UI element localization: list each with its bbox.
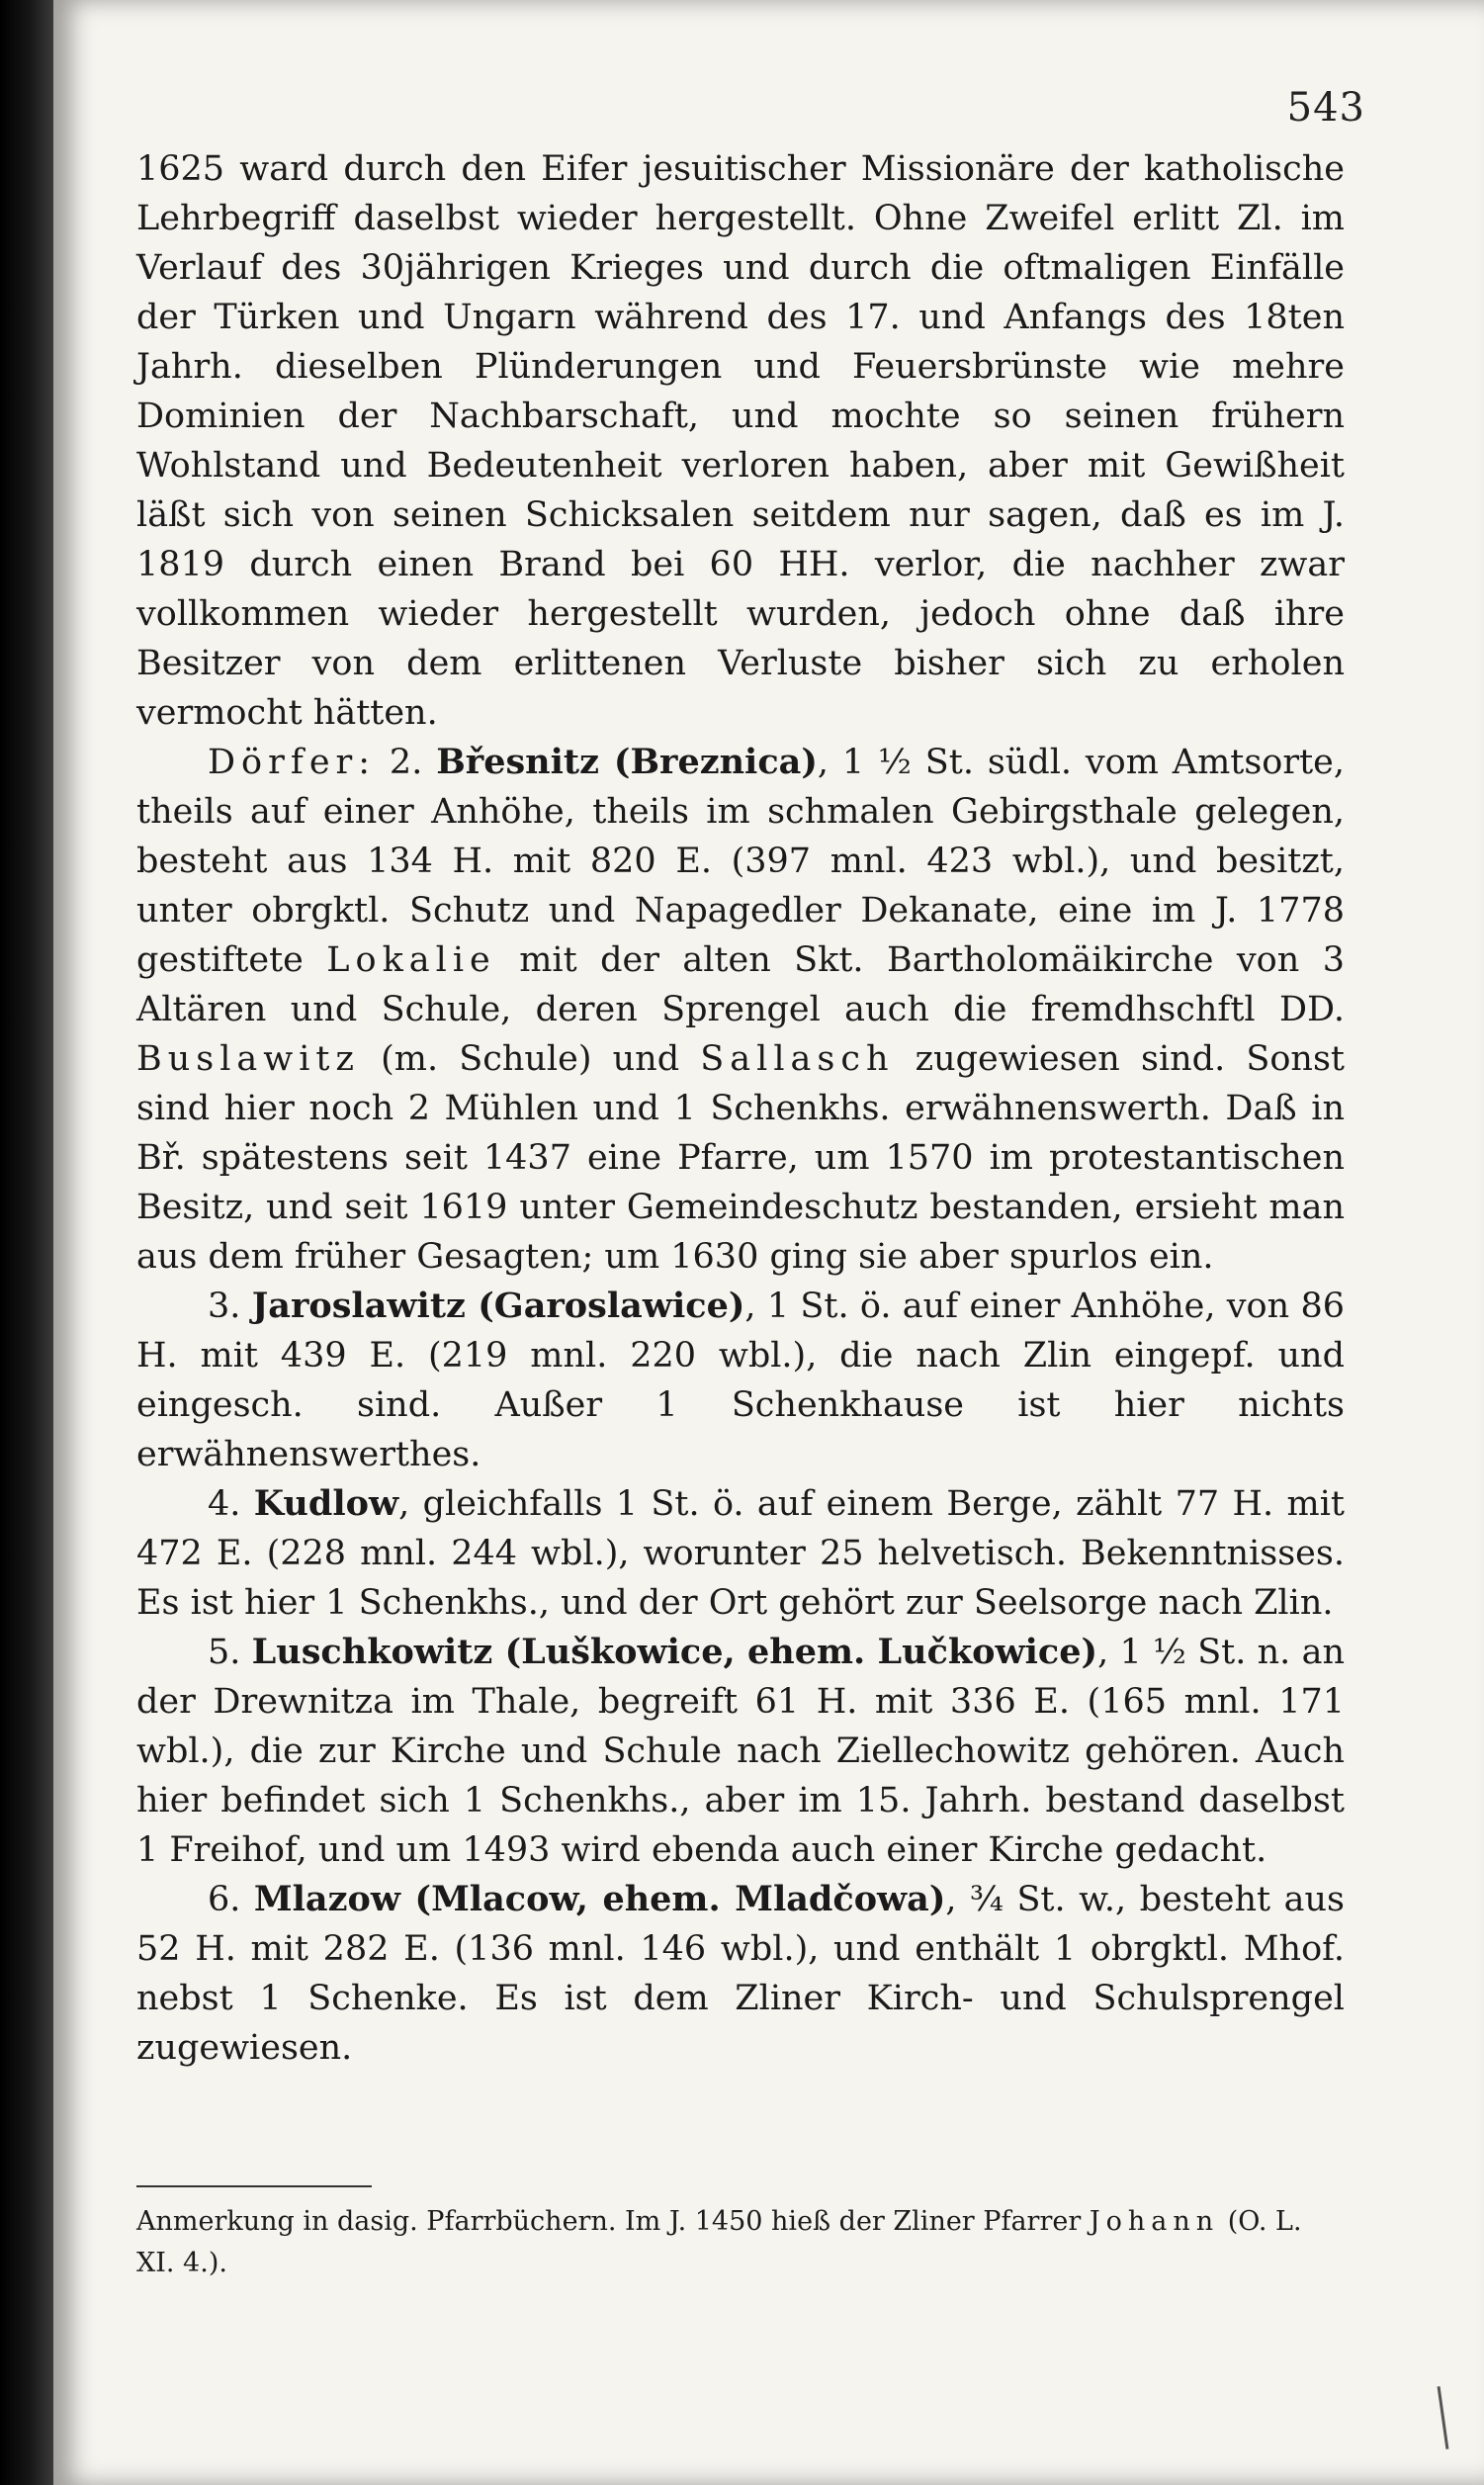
text-run: , gleichfalls 1 St. ö. auf einem Berge, zählt 77 H. mit 472 E. (228 mnl. 244 wbl.), worunter 25 helvetisch. Bekenntnisses. Es ist hier 1 Schenkhs., und der Ort gehört zur Seelsorge nach Zlin. [136, 1484, 1345, 1623]
footnote-divider [136, 2185, 372, 2187]
book-page [53, 0, 1484, 2485]
place-name: Mlazow (Mlacow, ehem. Mladčowa) [253, 1879, 946, 1919]
text-run: , 1 ½ St. südl. vom Amtsorte, theils auf einer Anhöhe, theils im schmalen Gebirgsthale gelegen, besteht aus 134 H. mit 820 E. (397 mnl. 423 wbl.), und besitzt, unter obrgktl. Schutz und Napagedler Dekanate, eine im J. 1778 gestiftete [136, 743, 1345, 980]
body-text [136, 144, 1345, 2073]
text-run: mit der alten Skt. Bartholomäikirche von 3 Altären und Schule, deren Sprengel auch die fremdhschftl DD. [136, 940, 1345, 1029]
paragraph-luschkowitz [136, 1628, 1345, 1875]
paragraph-jaroslawitz [136, 1282, 1345, 1479]
text-run: (O. L. XI. 4.). [136, 2206, 1302, 2278]
page-edge-mark [1438, 2386, 1449, 2449]
text-run: Anmerkung in dasig. Pfarrbüchern. Im J. 1450 hieß der Zliner Pfarrer [136, 2206, 1090, 2237]
text-run: 1625 ward durch den Eifer jesuitischer Missionäre der katholische Lehrbegriff daselbst wieder hergestellt. Ohne Zweifel erlitt Zl. im Verlauf des 30jährigen Krieges und durch die oftmaligen Einfälle der Türken und Ungarn während des 17. und Anfangs des 18ten Jahrh. dieselben Plünderungen und Feuersbrünste wie mehre Dominien der Nachbarschaft, und mochte so seinen frühern Wohlstand und Bedeutenheit verloren haben, aber mit Gewißheit läßt sich von seinen Schicksalen seitdem nur sagen, daß es im J. 1819 durch einen Brand bei 60 HH. verlor, die nachher zwar vollkommen wieder hergestellt wurden, jedoch ohne daß ihre Besitzer von dem erlittenen Verluste bisher sich zu erholen vermocht hätten. [136, 149, 1345, 733]
text-run: , 1 St. ö. auf einer Anhöhe, von 86 H. mit 439 E. (219 mnl. 220 wbl.), die nach Zlin eingepf. und eingesch. sind. Außer 1 Schenkhause ist hier nichts erwähnenswerthes. [136, 1287, 1345, 1474]
place-name: Luschkowitz (Luškowice, ehem. Lučkowice) [251, 1632, 1098, 1672]
paragraph-kudlow [136, 1479, 1345, 1628]
spaced-term: Sallasch [700, 1039, 895, 1079]
paragraph-mlazow [136, 1875, 1345, 2073]
text-run: , ¾ St. w., besteht aus 52 H. mit 282 E. (136 mnl. 146 wbl.), und enthält 1 obrgktl. Mhof. nebst 1 Schenke. Es ist dem Zliner Kirch- und Schulsprengel zugewiesen. [136, 1880, 1345, 2068]
paragraph-bresnitz [136, 738, 1345, 1282]
spaced-term: Dörfer: [208, 743, 377, 782]
book-spine-shadow [0, 0, 53, 2485]
spaced-term: Johann [1089, 2206, 1220, 2237]
place-name: Jaroslawitz (Garoslawice) [251, 1286, 745, 1326]
place-name: Břesnitz (Breznica) [436, 742, 818, 782]
text-run: 5. [208, 1633, 252, 1672]
place-name: Kudlow [253, 1483, 399, 1524]
paragraph-zlin-history [136, 144, 1345, 738]
text-run: zugewiesen sind. Sonst sind hier noch 2 Mühlen und 1 Schenkhs. erwähnenswerth. Daß in Bř. spätestens seit 1437 eine Pfarre, um 1570 im protestantischen Besitz, und seit 1619 unter Gemeindeschutz bestanden, ersieht man aus dem früher Gesagten; um 1630 ging sie aber spurlos ein. [136, 1039, 1345, 1277]
text-run: 4. [208, 1484, 254, 1524]
text-run: 6. [208, 1880, 254, 1919]
page-number: 543 [1286, 85, 1365, 131]
text-run: 3. [208, 1287, 252, 1326]
text-run: 2. [376, 743, 437, 782]
text-run: (m. Schule) und [359, 1039, 701, 1079]
spaced-term: Buslawitz [136, 1039, 360, 1079]
footnote [136, 2201, 1345, 2284]
spaced-term: Lokalie [326, 940, 496, 980]
text-run: , 1 ½ St. n. an der Drewnitza im Thale, begreift 61 H. mit 336 E. (165 mnl. 171 wbl.), die zur Kirche und Schule nach Ziellechowitz gehören. Auch hier befindet sich 1 Schenkhs., aber im 15. Jahrh. bestand daselbst 1 Freihof, und um 1493 wird ebenda auch einer Kirche gedacht. [136, 1633, 1345, 1870]
